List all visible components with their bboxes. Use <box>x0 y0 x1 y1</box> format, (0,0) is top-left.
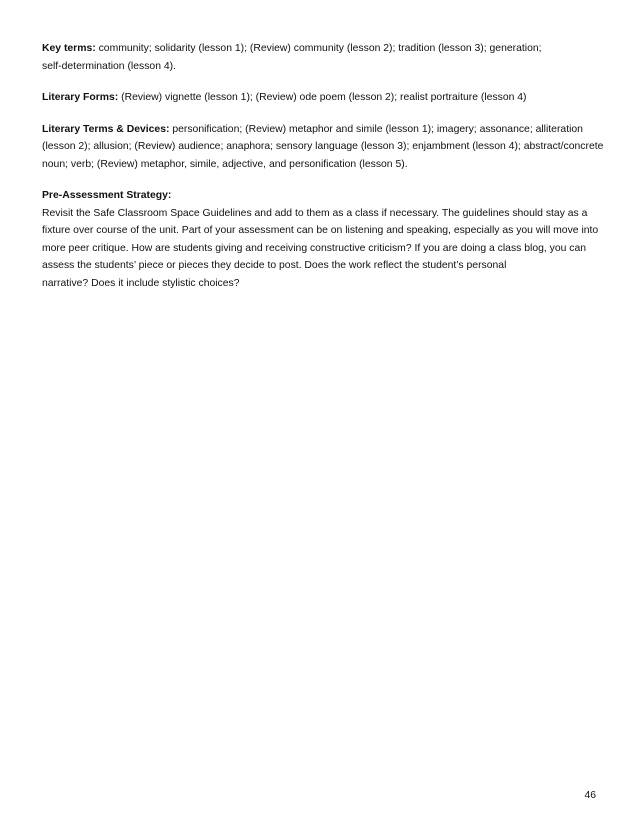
document-body <box>42 40 602 292</box>
literary-forms-line-1 <box>42 89 602 107</box>
literary-terms-line-1 <box>42 121 602 139</box>
literary-terms-text-3: noun; verb; (Review) metaphor, simile, adjective, and personification (lesson 5). <box>42 158 408 170</box>
literary-forms-paragraph <box>42 89 602 107</box>
key-terms-text-1: community; solidarity (lesson 1); (Review) community (lesson 2); tradition (lesson 3); generation; <box>95 43 542 54</box>
literary-terms-text-2: (lesson 2); allusion; (Review) audience; anaphora; sensory language (lesson 3); enjambment (lesson 4); abstract/concrete <box>42 141 604 152</box>
key-terms-paragraph <box>42 40 602 75</box>
pre-assessment-text-5: narrative? Does it include stylistic choices? <box>42 277 240 289</box>
pre-assessment-text-3: more peer critique. How are students giving and receiving constructive criticism? If you are doing a class blog, you can <box>42 242 587 254</box>
key-terms-label: Key terms: <box>42 43 96 54</box>
key-terms-line-1 <box>42 40 602 58</box>
pre-assessment-text-1: Revisit the Safe Classroom Space Guidelines and add to them as a class if necessary. The guidelines should stay as a <box>42 207 588 219</box>
pre-assessment-text-4: assess the students’ piece or pieces they decide to post. Does the work reflect the student’s personal <box>42 260 507 271</box>
pre-assessment-paragraph <box>42 187 602 292</box>
pre-assessment-label: Pre-Assessment Strategy: <box>42 190 172 201</box>
literary-terms-text-1: personification; (Review) metaphor and simile (lesson 1); imagery; assonance; alliteration <box>169 123 583 135</box>
page-number: 46 <box>584 790 596 801</box>
literary-terms-label: Literary Terms & Devices: <box>42 123 170 135</box>
literary-terms-paragraph <box>42 121 602 174</box>
pre-assessment-text-2: fixture over course of the unit. Part of your assessment can be on listening and speaking, especially as you will move into <box>42 225 599 236</box>
literary-forms-label: Literary Forms: <box>42 92 119 103</box>
key-terms-text-2: self-determination (lesson 4). <box>42 60 176 72</box>
literary-forms-text-1: (Review) vignette (lesson 1); (Review) ode poem (lesson 2); realist portraiture (lesson 4) <box>118 92 527 103</box>
